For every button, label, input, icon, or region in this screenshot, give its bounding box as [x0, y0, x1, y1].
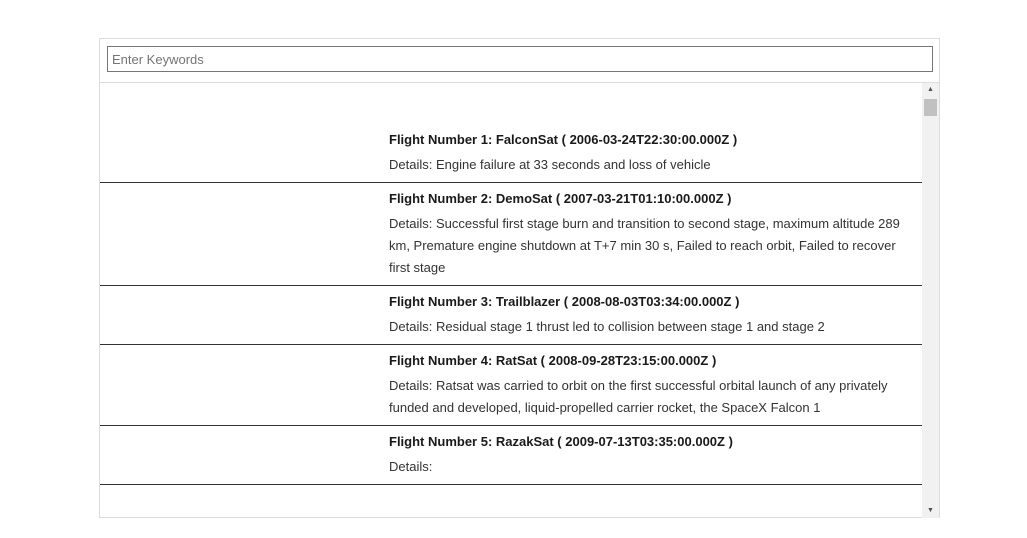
- flight-title: Flight Number 1: FalconSat ( 2006-03-24T22:30:00.000Z ): [389, 132, 738, 147]
- list-item: [100, 345, 923, 426]
- flight-list: [100, 83, 923, 518]
- scroll-up-icon[interactable]: ▲: [927, 86, 934, 93]
- list-item: [100, 286, 923, 345]
- scroll-thumb[interactable]: [924, 99, 937, 116]
- flight-details: Details: Successful first stage burn and transition to second stage, maximum altitude 289 km, Premature engine shutdown at T+7 min 30 s, Failed to reach orbit, Failed to recover first stage: [389, 216, 900, 275]
- flight-details: Details: Engine failure at 33 seconds and loss of vehicle: [389, 157, 711, 172]
- search-input[interactable]: [107, 46, 933, 72]
- flight-title: Flight Number 2: DemoSat ( 2007-03-21T01:10:00.000Z ): [389, 191, 732, 206]
- flight-details: Details: Residual stage 1 thrust led to collision between stage 1 and stage 2: [389, 319, 825, 334]
- flight-title: Flight Number 5: RazakSat ( 2009-07-13T03:35:00.000Z ): [389, 434, 733, 449]
- list-item: [100, 426, 923, 485]
- flight-details: Details: Ratsat was carried to orbit on the first successful orbital launch of any privately funded and developed, liquid-propelled carrier rocket, the SpaceX Falcon 1: [389, 378, 888, 415]
- flight-title: Flight Number 4: RatSat ( 2008-09-28T23:15:00.000Z ): [389, 353, 717, 368]
- vertical-scrollbar[interactable]: [922, 83, 939, 518]
- flight-title: Flight Number 3: Trailblazer ( 2008-08-03T03:34:00.000Z ): [389, 294, 740, 309]
- list-item: [100, 183, 923, 286]
- scroll-down-icon[interactable]: ▼: [927, 507, 934, 514]
- search-bar: [100, 39, 939, 83]
- launch-list-panel: [99, 38, 940, 518]
- flight-details: Details:: [389, 459, 433, 474]
- list-item: [100, 83, 923, 183]
